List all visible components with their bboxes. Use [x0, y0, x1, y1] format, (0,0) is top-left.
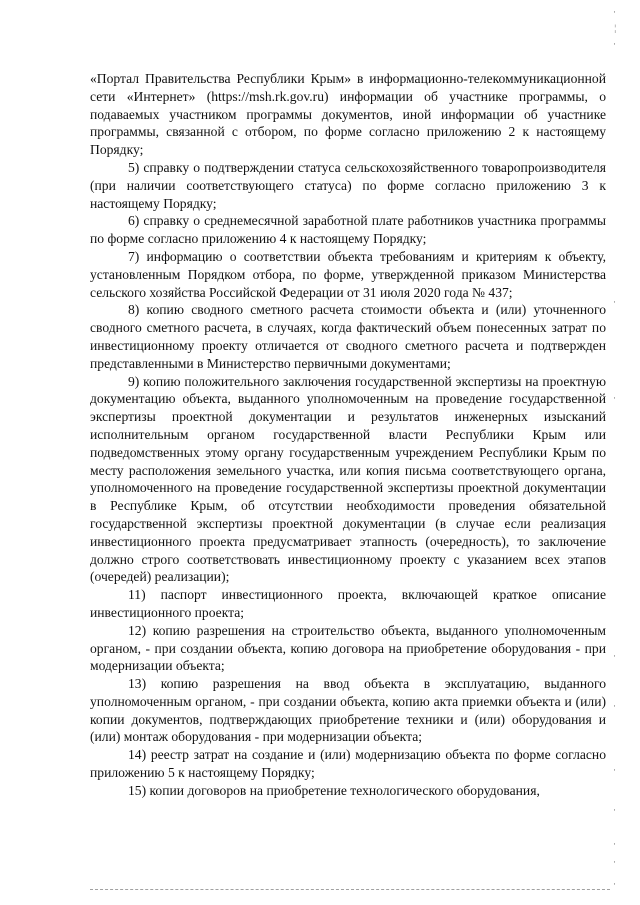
paragraph-item-14: 14) реестр затрат на создание и (или) модернизацию объекта по форме согласно приложению 5 к настоящему Порядку;	[90, 747, 606, 781]
paragraph-item-8: 8) копию сводного сметного расчета стоимости объекта и (или) уточненного сводного сметного расчета, в случаях, когда фактический объем понесенных затрат по инвестиционному проекту отличается от сводного сметного расчета и подтвержден представленными в Министерство первичными документами;	[90, 302, 606, 371]
paragraph-item-12: 12) копию разрешения на строительство объекта, выданного уполномоченным органом, - при создании объекта, копию договора на приобретение оборудования - при модернизации объекта;	[90, 622, 606, 674]
paragraph-portal-info: «Портал Правительства Республики Крым» в информационно-телекоммуникационной сети «Интернет» (https://msh.rk.gov.ru) информации об участнике программы, о подаваемых участником программы документов, иной информации об участнике программы, связанной с отбором, по форме согласно приложению 2 к настоящему Порядку;	[90, 71, 606, 158]
scan-edge-marks: · ¦ · · · · · · · · · ·	[613, 7, 616, 889]
paragraph-item-5: 5) справку о подтверждении статуса сельскохозяйственного товаропроизводителя (при наличии соответствующего статуса) по форме согласно приложению 3 к настоящему Порядку;	[90, 159, 606, 211]
paragraph-item-15: 15) копии договоров на приобретение технологического оборудования,	[128, 782, 540, 798]
paragraph-item-7: 7) информацию о соответствии объекта требованиям и критериям к объекту, установленным Порядком отбора, по форме, утвержденной приказом Министерства сельского хозяйства Российской Федерации от 31 июля 2020 года № 437;	[90, 248, 606, 300]
paragraph-item-11: 11) паспорт инвестиционного проекта, включающей краткое описание инвестиционного проекта;	[90, 587, 606, 620]
bottom-scan-rule	[90, 889, 610, 890]
document-body	[90, 70, 606, 800]
paragraph-item-13: 13) копию разрешения на ввод объекта в эксплуатацию, выданного уполномоченным органом, - при создании объекта, копию акта приемки объекта и (или) копии документов, подтверждающих приобретение техники и (или) оборудования и (или) монтаж оборудования - при модернизации объекта;	[90, 676, 606, 745]
paragraph-item-6: 6) справку о среднемесячной заработной плате работников участника программы по форме согласно приложению 4 к настоящему Порядку;	[90, 213, 606, 247]
paragraph-item-9: 9) копию положительного заключения государственной экспертизы на проектную документацию объекта, выданного уполномоченным на проведение государственной экспертизы проектной документации и результатов инженерных изысканий исполнительным органом государственной власти Республики Крым или подведомственных этому органу государственным учреждением Республики Крым по месту расположения земельного участка, или копия письма соответствующего органа, уполномоченного на проведение государственной экспертизы проектной документации в Республике Крым, об отсутствии необходимости проведения обязательной государственной экспертизы проектной документации (в случае если реализация инвестиционного проекта предусматривает этапность (очередность), то заключение должно строго соответствовать инвестиционному проекту с указанием всех этапов (очередей) реализации);	[90, 373, 606, 585]
